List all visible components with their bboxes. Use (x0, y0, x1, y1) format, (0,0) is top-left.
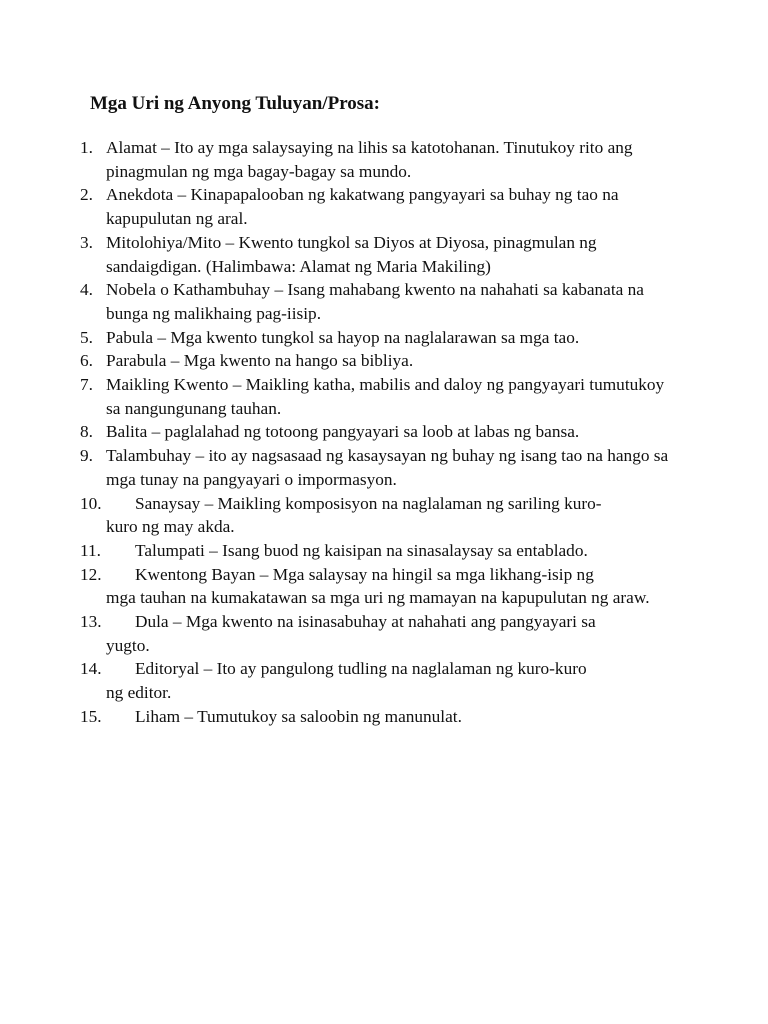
item-number: 10. (80, 493, 102, 513)
item-number: 1. (80, 138, 93, 157)
list-item (80, 563, 680, 610)
item-number: 9. (80, 446, 93, 466)
item-number: 8. (80, 422, 93, 442)
item-number: 14. (80, 659, 102, 679)
item-number: 13. (80, 612, 102, 632)
item-text: Balita – paglalahad ng totoong pangyayari sa loob at labas ng bansa. (106, 422, 580, 442)
item-text: Nobela o Kathambuhay – Isang mahabang kwento na nahahati sa kabanata na bunga ng malikhaing pag-iisip. (106, 280, 644, 323)
item-text: Parabula – Mga kwento na hango sa bibliya. (106, 351, 414, 371)
list-item (80, 610, 680, 657)
item-text: Maikling Kwento – Maikling katha, mabilis and daloy ng pangyayari tumutukoy sa nangungunang tauhan. (106, 375, 665, 418)
item-text-first-line: Editoryal – Ito ay pangulong tudling na naglalaman ng kuro-kuro (135, 659, 587, 679)
item-number: 3. (80, 232, 93, 252)
item-text: Pabula – Mga kwento tungkol sa hayop na naglalarawan sa mga tao. (106, 327, 580, 347)
item-text: Talambuhay – ito ay nagsasaad ng kasaysayan ng buhay ng isang tao na hango sa mga tunay na pangyayari o impormasyon. (106, 446, 669, 489)
item-number: 4. (80, 280, 93, 300)
item-text-first-line: Dula – Mga kwento na isinasabuhay at nahahati ang pangyayari sa (135, 612, 596, 632)
list-item (80, 326, 680, 350)
item-text: Alamat – Ito ay mga salaysaying na lihis sa katotohanan. Tinutukoy rito ang pinagmulan ng mga bagay-bagay sa mundo. (106, 138, 633, 181)
item-number: 12. (80, 564, 102, 584)
list-item (80, 420, 680, 444)
item-number: 6. (80, 351, 93, 371)
list-item (80, 136, 680, 183)
item-number: 15. (80, 706, 102, 726)
item-text-continuation: yugto. (106, 635, 150, 655)
item-text-continuation: kuro ng may akda. (106, 517, 235, 537)
item-text-first-line: Talumpati – Isang buod ng kaisipan na sinasalaysay sa entablado. (135, 540, 588, 560)
list-item (80, 492, 680, 539)
item-number: 7. (80, 375, 93, 395)
list-item (80, 539, 680, 563)
page-title: Mga Uri ng Anyong Tuluyan/Prosa: (90, 93, 381, 114)
list-item (80, 657, 680, 704)
prose-types-list (80, 136, 680, 729)
list-item (80, 231, 680, 278)
item-number: 5. (80, 327, 93, 347)
list-item (80, 373, 680, 420)
list-item (80, 349, 680, 373)
item-text-first-line: Sanaysay – Maikling komposisyon na naglalaman ng sariling kuro- (135, 493, 602, 513)
item-text-first-line: Kwentong Bayan – Mga salaysay na hingil sa mga likhang-isip ng (135, 564, 594, 584)
item-text: Anekdota – Kinapapalooban ng kakatwang pangyayari sa buhay ng tao na kapupulutan ng aral. (106, 185, 619, 229)
list-item (80, 444, 680, 491)
item-text: Mitolohiya/Mito – Kwento tungkol sa Diyos at Diyosa, pinagmulan ng sandaigdigan. (Halimbawa: Alamat ng Maria Makiling) (106, 232, 597, 276)
item-text-continuation: ng editor. (106, 683, 172, 703)
item-text-continuation: mga tauhan na kumakatawan sa mga uri ng mamayan na kapupulutan ng araw. (106, 588, 650, 608)
item-text-first-line: Liham – Tumutukoy sa saloobin ng manunulat. (135, 706, 462, 726)
item-number: 2. (80, 185, 93, 205)
list-item (80, 183, 680, 230)
item-number: 11. (80, 540, 101, 560)
list-item (80, 705, 680, 729)
list-item (80, 278, 680, 325)
